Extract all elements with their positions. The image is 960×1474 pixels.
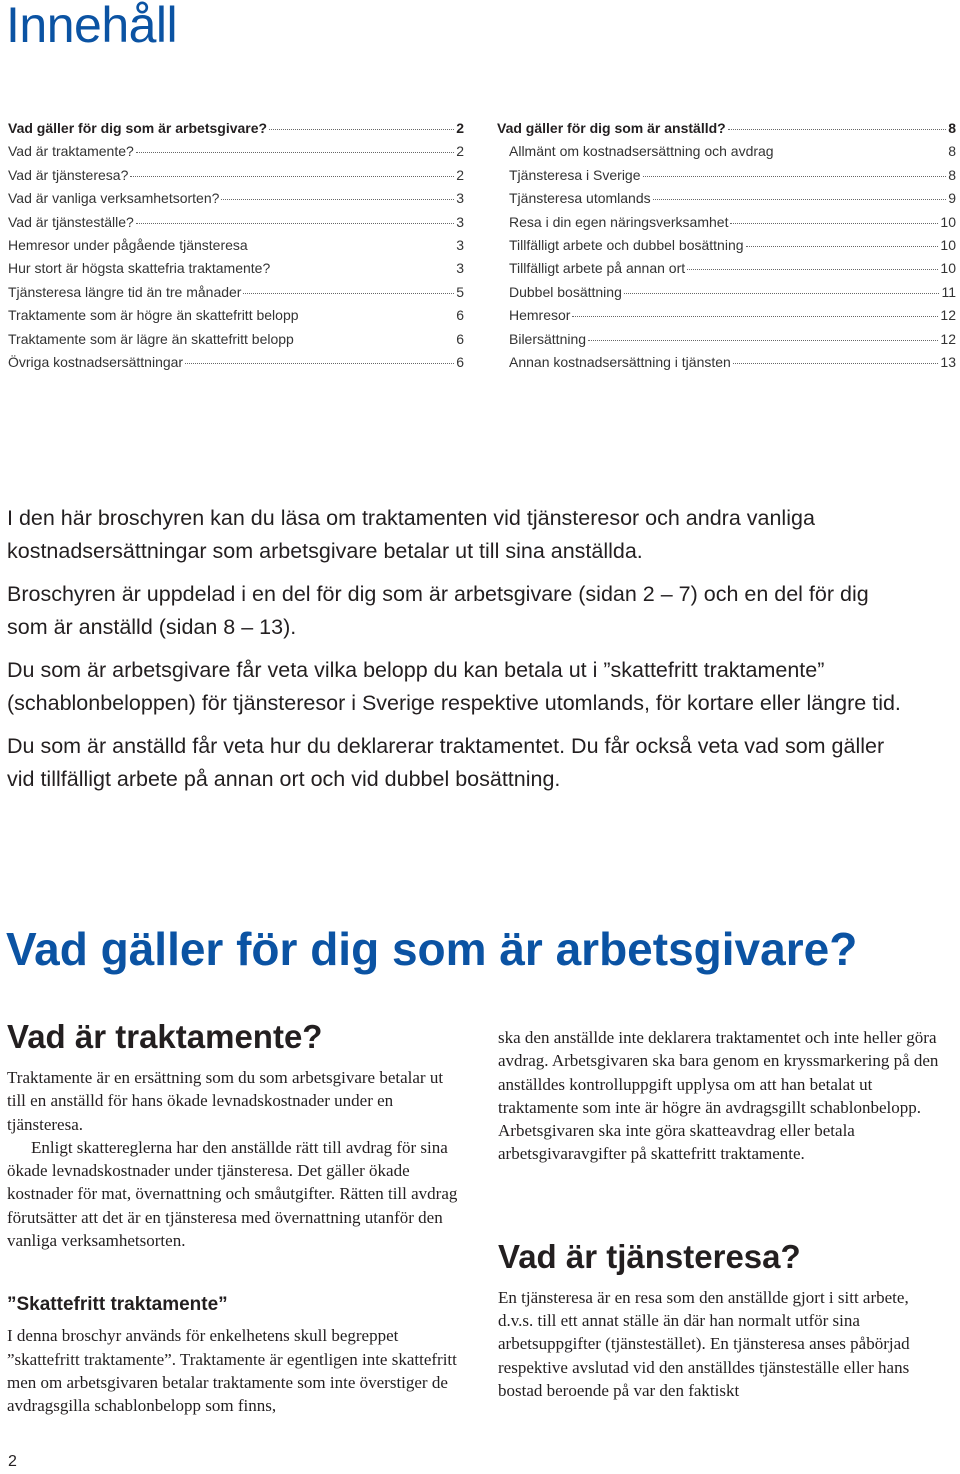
toc-leader-dots — [130, 175, 454, 177]
intro-paragraph: I den här broschyren kan du läsa om traktamenten vid tjänsteresor och andra vanliga kostnadsersättningar som arbetsgivare betalar ut till sina anställda. — [7, 506, 815, 563]
toc-leader-dots — [746, 245, 939, 247]
toc-left-column — [8, 120, 464, 377]
toc-leader-dots — [136, 151, 454, 153]
article-paragraph: Enligt skattereglerna har den anställde rätt till avdrag för sina ökade levnadskostnader under tjänsteresa. Det gäller ökade kostnader för mat, övernattning och småutgifter. Rätten till avdrag förutsätter att det är en tjänsteresa med övernattning utanför den vanliga verksamhetsorten. — [7, 1137, 458, 1251]
toc-right-column — [497, 120, 956, 377]
article-heading: Vad är traktamente? — [7, 1018, 323, 1055]
toc-leader-dots — [643, 175, 947, 177]
toc-entry-label: Hur stort är högsta skattefria traktamente? — [8, 260, 271, 277]
toc-leader-dots — [776, 152, 947, 153]
toc-entry-label: Övriga kostnadsersättningar — [8, 353, 184, 370]
article-left-column — [7, 1018, 463, 1418]
toc-entry-page: 2 — [456, 120, 464, 136]
article-heading: Vad är tjänsteresa? — [498, 1237, 801, 1275]
toc-entry-page: 12 — [940, 330, 956, 347]
toc-entry-page: 6 — [456, 330, 464, 347]
fact-box-heading: ”Skattefritt traktamente” — [7, 1294, 228, 1316]
toc-leader-dots — [296, 340, 454, 341]
toc-entry-page: 8 — [948, 166, 956, 183]
toc-leader-dots — [185, 362, 454, 364]
toc-entry-label: Allmänt om kostnadsersättning och avdrag — [509, 143, 774, 160]
toc-entry-page: 10 — [940, 213, 956, 230]
toc-entry[interactable] — [497, 214, 956, 237]
toc-entry-label: Tjänsteresa utomlands — [509, 190, 651, 207]
toc-entry-label: Tillfälligt arbete och dubbel bosättning — [509, 236, 744, 253]
toc-entry-page: 9 — [948, 190, 956, 207]
toc-entry-page: 3 — [456, 213, 464, 230]
toc-entry-label: Vad är traktamente? — [8, 143, 134, 160]
toc-leader-dots — [624, 292, 940, 294]
toc-entry[interactable] — [8, 237, 464, 260]
toc-entry[interactable] — [8, 190, 464, 213]
toc-entry-page: 3 — [456, 260, 464, 277]
toc-entry-page: 5 — [456, 283, 464, 300]
toc-entry-page: 2 — [456, 166, 464, 183]
toc-entry-label: Vad gäller för dig som är anställd? — [497, 120, 726, 136]
toc-entry-label: Dubbel bosättning — [509, 283, 622, 300]
toc-entry-page: 6 — [456, 307, 464, 324]
toc-entry-page: 12 — [940, 307, 956, 324]
toc-entry[interactable] — [8, 331, 464, 354]
toc-entry[interactable] — [8, 284, 464, 307]
toc-entry-label: Hemresor — [509, 307, 571, 324]
toc-entry-label: Vad är tjänsteresa? — [8, 166, 129, 183]
toc-leader-dots — [733, 362, 939, 364]
toc-entry[interactable] — [8, 307, 464, 330]
toc-leader-dots — [243, 292, 454, 294]
intro-paragraph: Du som är anställd får veta hur du deklarerar traktamentet. Du får också veta vad som gäller vid tillfälligt arbete på annan ort och vid dubbel bosättning. — [7, 734, 885, 791]
toc-entry-label: Vad är vanliga verksamhetsorten? — [8, 190, 220, 207]
toc-leader-dots — [250, 246, 455, 247]
toc-leader-dots — [301, 316, 455, 317]
section-heading: Vad gäller för dig som är arbetsgivare? — [6, 923, 858, 975]
toc-leader-dots — [269, 128, 454, 130]
toc-leader-dots — [572, 315, 938, 317]
toc-entry-label: Vad är tjänsteställe? — [8, 213, 134, 230]
toc-leader-dots — [588, 339, 938, 341]
toc-entry-label: Tjänsteresa längre tid än tre månader — [8, 283, 242, 300]
page-title: Innehåll — [6, 0, 178, 53]
toc-entry-page: 3 — [456, 236, 464, 253]
toc-leader-dots — [653, 198, 947, 200]
toc-entry-page: 2 — [456, 143, 464, 160]
toc-entry[interactable] — [8, 143, 464, 166]
toc-entry-label: Bilersättning — [509, 330, 587, 347]
toc-entry[interactable] — [497, 284, 956, 307]
toc-entry-page: 10 — [940, 260, 956, 277]
article-paragraph: En tjänsteresa är en resa som den anställde gjort i sitt arbete, d.v.s. till ett annat ställe än där han normalt utför sina arbetsuppgifter (tjänstestället). En tjänsteresa anses påbörjad respektive avslutad vid den anställdes tjänsteställe eller hans bostad beroende på var den faktiskt — [498, 1287, 910, 1400]
toc-entry-label: Tjänsteresa i Sverige — [509, 166, 641, 183]
toc-entry[interactable] — [497, 237, 956, 260]
toc-entry-label: Tillfälligt arbete på annan ort — [509, 260, 686, 277]
toc-entry-label: Traktamente som är lägre än skattefritt belopp — [8, 330, 294, 347]
article-right-column — [498, 1026, 948, 1402]
toc-leader-dots — [221, 198, 454, 200]
page-number: 2 — [8, 1453, 17, 1470]
toc-entry[interactable] — [8, 354, 464, 377]
toc-leader-dots — [728, 128, 946, 130]
article-paragraph: ska den anställde inte deklarera traktamentet och inte heller göra avdrag. Arbetsgivaren ska bara genom en kryssmarkering på den anställdes kontrolluppgift upplysa om att han betalat ut traktamente som inte är högre än avdragsgillt schablonbelopp. Arbetsgivaren ska inte göra skatteavdrag eller betala arbetsgivaravgifter på skattefritt traktamente. — [498, 1028, 939, 1164]
toc-entry-label: Vad gäller för dig som är arbetsgivare? — [8, 120, 268, 136]
toc-entry-label: Hemresor under pågående tjänsteresa — [8, 236, 248, 253]
toc-entry[interactable] — [497, 167, 956, 190]
toc-entry[interactable] — [497, 331, 956, 354]
toc-entry-page: 6 — [456, 353, 464, 370]
toc-entry[interactable] — [8, 167, 464, 190]
toc-entry-page: 3 — [456, 190, 464, 207]
intro-text — [7, 502, 907, 806]
toc-entry-label: Annan kostnadsersättning i tjänsten — [509, 353, 731, 370]
toc-entry-label: Resa i din egen näringsverksamhet — [509, 213, 729, 230]
toc-leader-dots — [687, 268, 938, 270]
toc-leader-dots — [272, 269, 454, 270]
toc-entry-page: 8 — [948, 120, 956, 136]
toc-leader-dots — [136, 222, 454, 224]
toc-entry-page: 10 — [940, 236, 956, 253]
toc-entry[interactable] — [497, 260, 956, 283]
toc-leader-dots — [730, 222, 938, 224]
toc-entry[interactable] — [497, 354, 956, 377]
article-paragraph: Traktamente är en ersättning som du som arbetsgivare betalar ut till en anställd för hans ökade levnadskostnader under en tjänsteresa. — [7, 1068, 444, 1134]
toc-entry[interactable] — [8, 260, 464, 283]
toc-entry-page: 13 — [940, 353, 956, 370]
fact-box-text: I denna broschyr används för enkelhetens skull begreppet ”skattefritt traktamente”. Traktamente är egentligen inte skattefritt men om arbetsgivaren betalar traktamente som inte överstiger de avdragsgilla schablonbelopp som finns, — [7, 1326, 457, 1416]
toc-entry[interactable] — [8, 120, 464, 143]
toc-entry-page: 11 — [941, 283, 956, 300]
toc-entry[interactable] — [497, 143, 956, 166]
intro-paragraph: Broschyren är uppdelad i en del för dig som är arbetsgivare (sidan 2 – 7) och en del för dig som är anställd (sidan 8 – 13). — [7, 582, 869, 639]
toc-entry[interactable] — [8, 214, 464, 237]
toc-entry[interactable] — [497, 307, 956, 330]
toc-entry-label: Traktamente som är högre än skattefritt belopp — [8, 307, 299, 324]
toc-entry-page: 8 — [948, 143, 956, 160]
intro-paragraph: Du som är arbetsgivare får veta vilka belopp du kan betala ut i ”skattefritt traktamente” (schablonbeloppen) för tjänsteresor i Sverige respektive utomlands, för kortare eller längre tid. — [7, 658, 901, 715]
toc-entry[interactable] — [497, 120, 956, 143]
toc-entry[interactable] — [497, 190, 956, 213]
